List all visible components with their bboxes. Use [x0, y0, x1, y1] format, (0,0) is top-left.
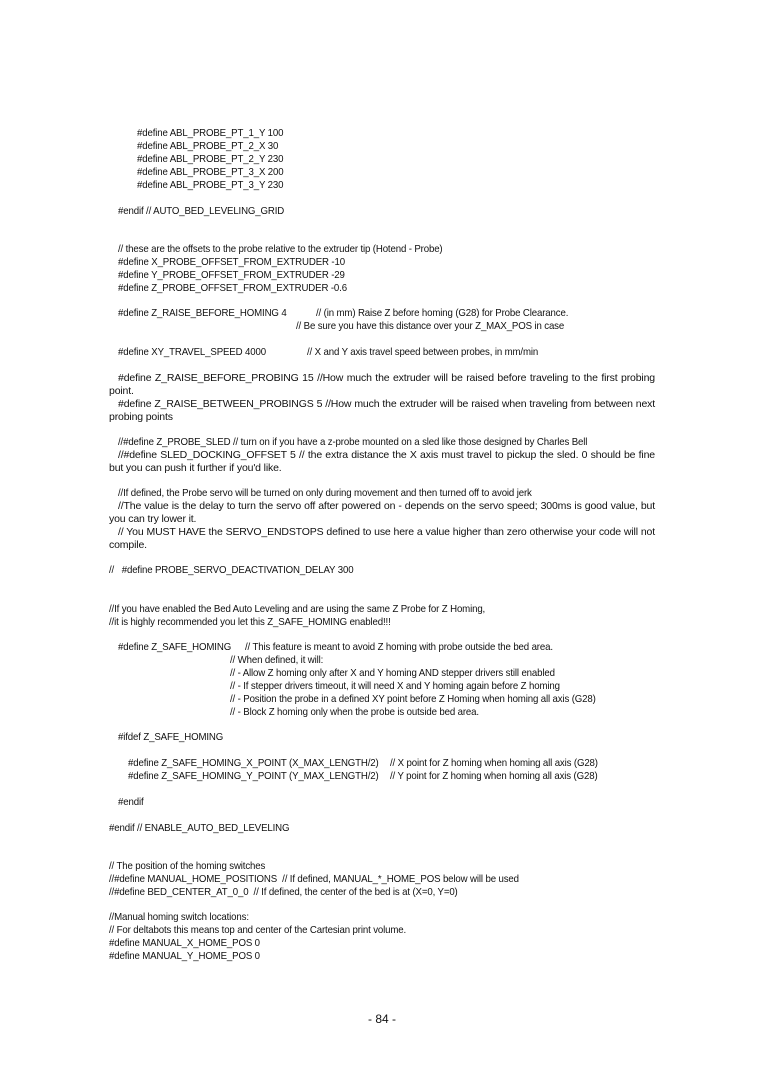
code-line: // #define PROBE_SERVO_DEACTIVATION_DELAY 300: [109, 564, 354, 576]
code-line: //#define BED_CENTER_AT_0_0 // If defined, the center of the bed is at (X=0, Y=0): [109, 886, 458, 898]
code-line: //it is highly recommended you let this Z_SAFE_HOMING enabled!!!: [109, 616, 391, 628]
code-line: #define Z_SAFE_HOMING_X_POINT (X_MAX_LENGTH/2): [128, 757, 379, 769]
code-paragraph: [109, 449, 655, 475]
code-comment: // - Block Z homing only when the probe is outside bed area.: [230, 706, 479, 718]
code-line: #define ABL_PROBE_PT_3_X 200: [137, 166, 284, 178]
code-line: // these are the offsets to the probe relative to the extruder tip (Hotend - Probe): [118, 243, 443, 255]
code-line: #define XY_TRAVEL_SPEED 4000: [118, 346, 266, 358]
code-text: #define Z_RAISE_BETWEEN_PROBINGS 5 //How much the extruder will be raised when traveling from between next probing points: [109, 398, 655, 423]
code-text: //The value is the delay to turn the servo off after powered on - depends on the servo speed; 300ms is good value, but you can try lower it.: [109, 500, 655, 525]
code-line: #define ABL_PROBE_PT_1_Y 100: [137, 127, 284, 139]
code-comment: // - If stepper drivers timeout, it will need X and Y homing again before Z homing: [230, 680, 560, 692]
code-text: #define Z_RAISE_BEFORE_PROBING 15 //How much the extruder will be raised before traveling to the first probing point.: [109, 372, 655, 397]
code-comment: // - Allow Z homing only after X and Y homing AND stepper drivers still enabled: [230, 667, 555, 679]
code-line: #define Z_SAFE_HOMING: [118, 641, 232, 653]
code-line: // For deltabots this means top and center of the Cartesian print volume.: [109, 924, 407, 936]
code-line: #endif: [118, 796, 144, 808]
code-comment: // X point for Z homing when homing all axis (G28): [390, 757, 598, 769]
code-line: #define ABL_PROBE_PT_3_Y 230: [137, 179, 284, 191]
code-line: // The position of the homing switches: [109, 860, 266, 872]
code-comment: // X and Y axis travel speed between probes, in mm/min: [307, 346, 539, 358]
code-line: //#define Z_PROBE_SLED // turn on if you have a z-probe mounted on a sled like those designed by Charles Bell: [118, 436, 588, 448]
code-line: #endif // ENABLE_AUTO_BED_LEVELING: [109, 822, 290, 834]
code-line: #define MANUAL_X_HOME_POS 0: [109, 937, 260, 949]
code-comment: // - Position the probe in a defined XY point before Z Homing when homing all axis (G28): [230, 693, 596, 705]
code-line: #define X_PROBE_OFFSET_FROM_EXTRUDER -10: [118, 256, 345, 268]
code-text: //#define SLED_DOCKING_OFFSET 5 // the extra distance the X axis must travel to pickup the sled. 0 should be fine but you can push it further if you'd like.: [109, 449, 655, 474]
code-comment: // Be sure you have this distance over your Z_MAX_POS in case: [296, 320, 565, 332]
code-line: #define Y_PROBE_OFFSET_FROM_EXTRUDER -29: [118, 269, 345, 281]
code-line: #endif // AUTO_BED_LEVELING_GRID: [118, 205, 285, 217]
code-comment: // Y point for Z homing when homing all axis (G28): [390, 770, 598, 782]
code-line: #define ABL_PROBE_PT_2_Y 230: [137, 153, 284, 165]
code-line: #define ABL_PROBE_PT_2_X 30: [137, 140, 279, 152]
code-text: // You MUST HAVE the SERVO_ENDSTOPS defined to use here a value higher than zero otherwise your code will not compile.: [109, 526, 655, 551]
code-paragraph: [109, 398, 655, 424]
code-line: //Manual homing switch locations:: [109, 911, 249, 923]
code-line: #define Z_PROBE_OFFSET_FROM_EXTRUDER -0.6: [118, 282, 347, 294]
code-line: #ifdef Z_SAFE_HOMING: [118, 731, 224, 743]
page-number: - 84 -: [367, 1012, 396, 1026]
code-line: #define Z_SAFE_HOMING_Y_POINT (Y_MAX_LENGTH/2): [128, 770, 379, 782]
code-comment: // When defined, it will:: [230, 654, 324, 666]
code-comment: // This feature is meant to avoid Z homing with probe outside the bed area.: [245, 641, 553, 653]
code-line: //If defined, the Probe servo will be turned on only during movement and then turned off to avoid jerk: [118, 487, 532, 499]
code-paragraph: [109, 526, 655, 552]
code-line: //If you have enabled the Bed Auto Leveling and are using the same Z Probe for Z Homing,: [109, 603, 486, 615]
code-paragraph: [109, 372, 655, 398]
code-comment: // (in mm) Raise Z before homing (G28) for Probe Clearance.: [316, 307, 569, 319]
code-line: #define Z_RAISE_BEFORE_HOMING 4: [118, 307, 287, 319]
code-line: //#define MANUAL_HOME_POSITIONS // If defined, MANUAL_*_HOME_POS below will be used: [109, 873, 519, 885]
code-line: #define MANUAL_Y_HOME_POS 0: [109, 950, 260, 962]
code-paragraph: [109, 500, 655, 526]
